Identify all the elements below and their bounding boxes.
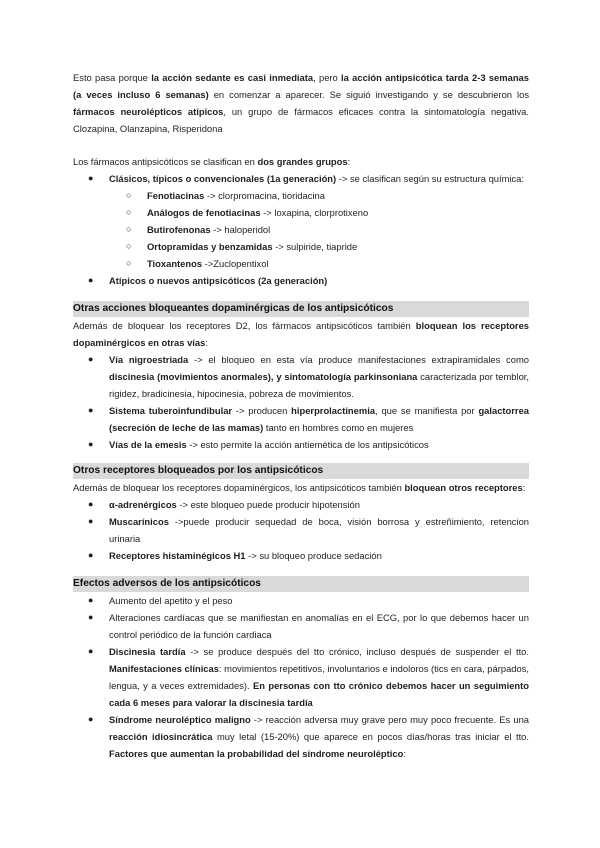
bold-text: Análogos de fenotiacinas [147, 207, 261, 218]
hollow-bullet-icon: ○ [126, 258, 132, 268]
text: caracterizada por temblor, rigidez, bradicinesia, hipocinesia, pobreza de movimientos. [109, 371, 529, 399]
bold-text: galactorrea (secreción de leche de las mamas) [109, 405, 529, 433]
classification-list [73, 170, 529, 289]
section2-list [73, 496, 529, 564]
bullet-icon: ● [88, 275, 94, 285]
hollow-bullet-icon: ○ [126, 241, 132, 251]
list-item [73, 711, 529, 762]
text: Los fármacos antipsicóticos se clasifican en [73, 156, 258, 167]
list-item [73, 513, 529, 547]
text: en comenzar a aparecer. Se siguió investigando y se descubrieron los [208, 89, 530, 100]
list-item [73, 496, 529, 513]
sublist-item [73, 238, 529, 255]
text: , un grupo de fármacos eficaces contra la sintomatología negativa. Clozapina, Olanzapina, Risperidona [73, 106, 529, 134]
section-heading: Otros receptores bloqueados por los antipsicóticos [73, 463, 529, 479]
section1-intro [73, 317, 529, 351]
hollow-bullet-icon: ○ [126, 207, 132, 217]
bold-text: Vía nigroestriada [109, 354, 189, 365]
sublist-item [73, 221, 529, 238]
bullet-icon: ● [88, 354, 94, 364]
bold-text: Atípicos o nuevos antipsicóticos (2a generación) [109, 275, 328, 286]
sublist-item [73, 255, 529, 272]
hollow-bullet-icon: ○ [126, 190, 132, 200]
bold-text: la acción sedante es casi inmediata [151, 72, 314, 83]
text: -> reacción adversa muy grave pero muy poco frecuente. Es una [250, 714, 530, 725]
bullet-icon: ● [88, 173, 94, 183]
bold-text: Fenotiacinas [147, 190, 205, 201]
text: : [522, 482, 526, 493]
bold-text: Muscarínicos [109, 516, 169, 527]
text: -> el bloqueo en esta vía produce manifestaciones extrapiramidales como [188, 354, 529, 365]
classic-sublist [73, 187, 529, 272]
bold-text: Vías de la emesis [109, 439, 187, 450]
list-item [73, 351, 529, 402]
text: : [347, 156, 351, 167]
text: Esto pasa porque [73, 72, 152, 83]
text: -> se produce después del tto crónico, incluso después de suspender el tto. [185, 646, 529, 657]
list-item [73, 609, 529, 643]
bullet-icon: ● [88, 439, 94, 449]
text: -> loxapina, clorprotixeno [260, 207, 369, 218]
document-body [73, 69, 529, 762]
bold-text: dos grandes grupos [257, 156, 348, 167]
list-item [73, 592, 529, 609]
bold-text: α-adrenérgicos [109, 499, 177, 510]
bold-text: la acción antipsicótica tarda 2-3 semanas (a veces incluso 6 semanas) [73, 72, 529, 100]
bullet-icon: ● [88, 595, 94, 605]
text: Aumento del apetito y el peso [109, 595, 233, 606]
bold-text: bloquean otros receptores [404, 482, 523, 493]
text: -> sulpiride, tiapride [272, 241, 358, 252]
bold-text: Clásicos, típicos o convencionales (1a generación) [109, 173, 337, 184]
list-item-atypical [73, 272, 529, 289]
sublist-item [73, 204, 529, 221]
text: ->Zuclopentixol [202, 258, 269, 269]
text: : [205, 337, 208, 348]
bold-text: Tioxantenos [147, 258, 203, 269]
bullet-icon: ● [88, 714, 94, 724]
bold-text: fármacos neurolépticos atípicos [73, 106, 224, 117]
section1-list [73, 351, 529, 453]
text: -> producen [232, 405, 292, 416]
text: muy letal (15-20%) que aparece en pocos días/horas tras iniciar el tto. [212, 731, 530, 742]
bold-text: Factores que aumentan la probabilidad del síndrome neuroléptico [109, 748, 404, 759]
bold-text: discinesia (movimientos anormales), y sintomatología parkinsoniana [109, 371, 418, 382]
intro-paragraph [73, 69, 529, 137]
bullet-icon: ● [88, 499, 94, 509]
list-item [73, 547, 529, 564]
section3-list [73, 592, 529, 762]
bullet-icon: ● [88, 516, 94, 526]
text: , que se manifiesta por [375, 405, 479, 416]
section-heading: Efectos adversos de los antipsicóticos [73, 576, 529, 592]
text: : [403, 748, 406, 759]
bold-text: Discinesia tardía [109, 646, 186, 657]
hollow-bullet-icon: ○ [126, 224, 132, 234]
text: Además de bloquear los receptores D2, los fármacos antipsicóticos también [73, 320, 416, 331]
bold-text: bloquean los receptores dopaminérgicos en otras vías [73, 320, 529, 348]
bold-text: Ortopramidas y benzamidas [147, 241, 273, 252]
section2-intro [73, 479, 529, 496]
classification-paragraph [73, 153, 529, 170]
bullet-icon: ● [88, 612, 94, 622]
text: -> este bloqueo puede producir hipotensión [176, 499, 360, 510]
bullet-icon: ● [88, 646, 94, 656]
bold-text: Receptores histaminégicos H1 [109, 550, 246, 561]
list-item [73, 643, 529, 711]
bold-text: Butirofenonas [147, 224, 211, 235]
text: tanto en hombres como en mujeres [263, 422, 414, 433]
bold-text: reacción idiosincrática [109, 731, 213, 742]
text: -> se clasifican según su estructura química: [336, 173, 525, 184]
text: -> haloperidol [210, 224, 271, 235]
bullet-icon: ● [88, 405, 94, 415]
list-item-classic [73, 170, 529, 272]
bullet-icon: ● [88, 550, 94, 560]
text: : movimientos repetitivos, involuntarios e indoloros (tics en cara, párpados, lengua, y a veces extremidades). [109, 663, 529, 691]
text: Además de bloquear los receptores dopaminérgicos, los antipsicóticos también [73, 482, 405, 493]
text: , pero [313, 72, 342, 83]
bold-text: Sistema tuberoinfundibular [109, 405, 233, 416]
bold-text: Síndrome neuroléptico maligno [109, 714, 251, 725]
bold-text: Manifestaciones clínicas [109, 663, 219, 674]
text: -> clorpromacina, tioridacina [204, 190, 325, 201]
bold-text: hiperprolactinemia [291, 405, 376, 416]
section-heading: Otras acciones bloqueantes dopaminérgicas de los antipsicóticos [73, 301, 529, 317]
bold-text: En personas con tto crónico debemos hacer un seguimiento cada 6 meses para valorar la discinesia tardía [109, 680, 529, 708]
text: ->puede producir sequedad de boca, visión borrosa y estreñimiento, retencion urinaria [109, 516, 529, 544]
list-item [73, 402, 529, 436]
sublist-item [73, 187, 529, 204]
text: -> su bloqueo produce sedación [245, 550, 382, 561]
text: Alteraciones cardíacas que se manifiestan en anomalías en el ECG, por lo que debemos hacer un control periódico de la función cardiaca [109, 612, 529, 640]
text: -> esto permite la acción antiemética de los antipsicóticos [186, 439, 429, 450]
list-item [73, 436, 529, 453]
